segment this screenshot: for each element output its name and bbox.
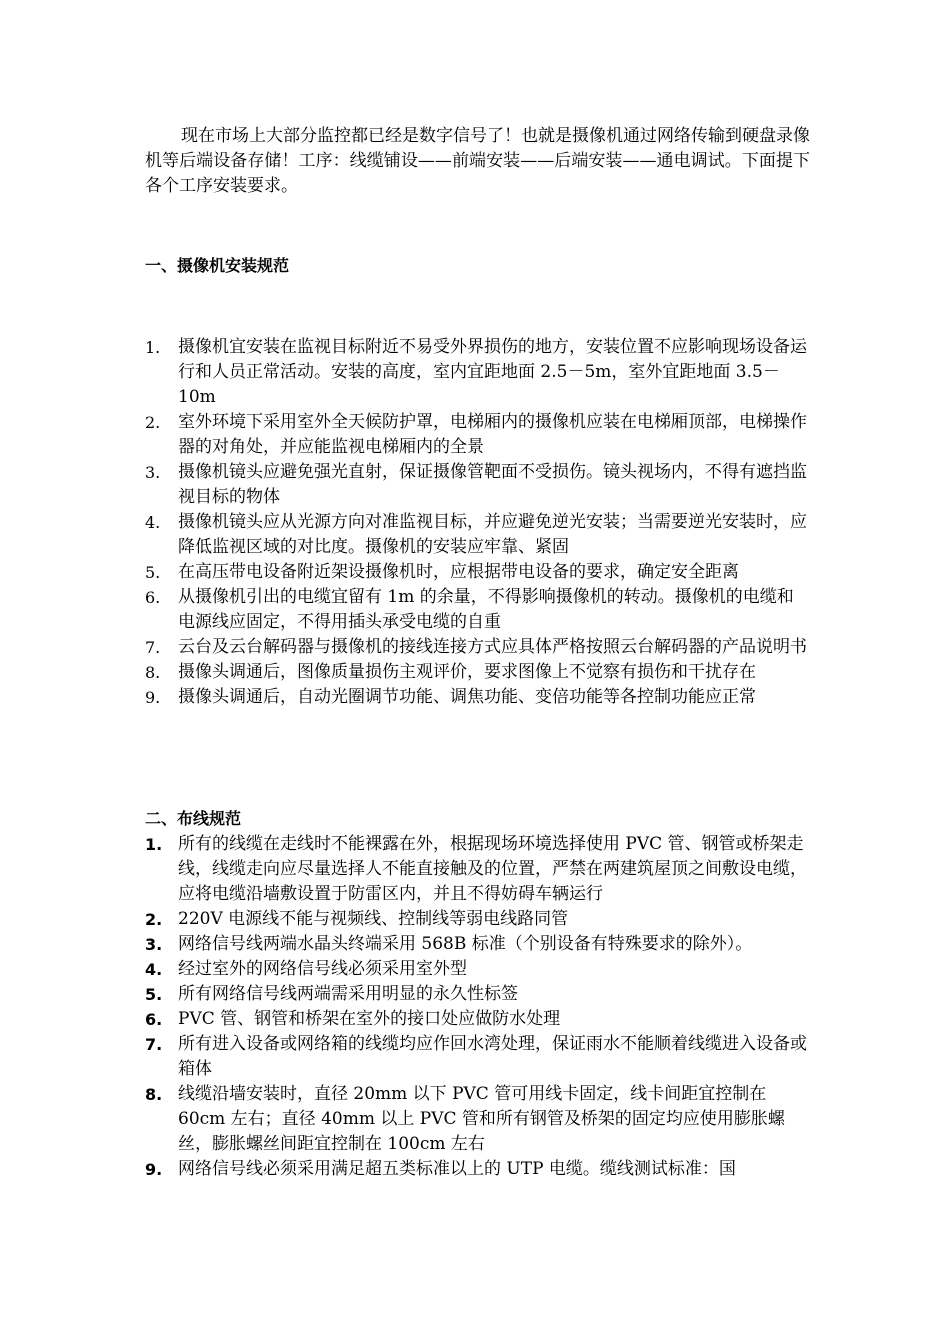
- list-item: [145, 460, 810, 510]
- list-item-text: PVC 管、钢管和桥架在室外的接口处应做防水处理: [178, 1009, 561, 1029]
- list-item-text: 所有的线缆在走线时不能裸露在外，根据现场环境选择使用 PVC 管、钢管或桥架走线，线缆走向应尽量选择人不能直接触及的位置，严禁在两建筑屋顶之间敷设电缆，应将电缆沿墙敷设置于防雷区内，并且不得妨碍车辆运行: [178, 834, 807, 904]
- section2-list: [145, 832, 810, 1182]
- section1-heading: 一、摄像机安装规范: [145, 256, 290, 275]
- list-item: [145, 410, 810, 460]
- list-item-text: 网络信号线必须采用满足超五类标准以上的 UTP 电缆。缆线测试标准：国: [178, 1159, 736, 1179]
- list-item-text: 所有进入设备或网络箱的线缆均应作回水湾处理，保证雨水不能顺着线缆进入设备或箱体: [178, 1034, 807, 1079]
- list-item-number: 9.: [145, 1160, 163, 1179]
- list-item-number: 3.: [145, 935, 163, 954]
- list-item: [145, 560, 810, 585]
- list-item-number: 8.: [145, 663, 161, 682]
- list-item: [145, 685, 810, 710]
- list-item: [145, 510, 810, 560]
- list-item-text: 线缆沿墙安装时，直径 20mm 以下 PVC 管可用线卡固定，线卡间距宜控制在 60cm 左右；直径 40mm 以上 PVC 管和所有钢管及桥架的固定均应使用膨胀螺丝，膨胀螺丝间距宜控制在 100cm 左右: [178, 1084, 785, 1154]
- list-item-number: 6.: [145, 1010, 163, 1029]
- section1-list: [145, 335, 810, 710]
- list-item: [145, 932, 810, 957]
- list-item: [145, 635, 810, 660]
- list-item-number: 2.: [145, 413, 161, 432]
- list-item-number: 4.: [145, 513, 161, 532]
- list-item-text: 在高压带电设备附近架设摄像机时，应根据带电设备的要求，确定安全距离: [178, 562, 739, 582]
- list-item-number: 2.: [145, 910, 163, 929]
- list-item-number: 9.: [145, 688, 161, 707]
- list-item-number: 1.: [145, 338, 161, 357]
- list-item-text: 摄像头调通后，自动光圈调节功能、调焦功能、变倍功能等各控制功能应正常: [178, 687, 756, 707]
- intro-paragraph: 现在市场上大部分监控都已经是数字信号了！也就是摄像机通过网络传输到硬盘录像机等后端设备存储！工序：线缆铺设——前端安装——后端安装——通电调试。下面提下各个工序安装要求。: [145, 126, 810, 196]
- list-item: [145, 1157, 810, 1182]
- list-item-number: 7.: [145, 638, 161, 657]
- list-item: [145, 957, 810, 982]
- list-item-text: 室外环境下采用室外全天候防护罩，电梯厢内的摄像机应装在电梯厢顶部，电梯操作器的对角处，并应能监视电梯厢内的全景: [178, 412, 807, 457]
- list-item-number: 3.: [145, 463, 161, 482]
- list-item: [145, 832, 810, 907]
- list-item: [145, 335, 810, 410]
- list-item-text: 所有网络信号线两端需采用明显的永久性标签: [178, 984, 518, 1004]
- list-item: [145, 1032, 810, 1082]
- list-item-text: 摄像机宜安装在监视目标附近不易受外界损伤的地方，安装位置不应影响现场设备运行和人员正常活动。安装的高度，室内宜距地面 2.5－5m，室外宜距地面 3.5－10m: [178, 337, 807, 407]
- list-item: [145, 585, 810, 635]
- list-item-text: 网络信号线两端水晶头终端采用 568B 标准（个别设备有特殊要求的除外）。: [178, 934, 753, 954]
- list-item-number: 6.: [145, 588, 161, 607]
- section2-heading: 二、布线规范: [145, 809, 242, 828]
- list-item: [145, 982, 810, 1007]
- list-item-number: 7.: [145, 1035, 163, 1054]
- list-item-text: 从摄像机引出的电缆宜留有 1m 的余量，不得影响摄像机的转动。摄像机的电缆和电源线应固定，不得用插头承受电缆的自重: [178, 587, 794, 632]
- list-item-number: 8.: [145, 1085, 163, 1104]
- list-item-number: 1.: [145, 835, 163, 854]
- list-item: [145, 1007, 810, 1032]
- list-item-text: 220V 电源线不能与视频线、控制线等弱电线路同管: [178, 909, 569, 929]
- list-item-number: 5.: [145, 985, 163, 1004]
- list-item: [145, 660, 810, 685]
- list-item-text: 摄像机镜头应从光源方向对准监视目标，并应避免逆光安装；当需要逆光安装时，应降低监视区域的对比度。摄像机的安装应牢靠、紧固: [178, 512, 807, 557]
- list-item-text: 经过室外的网络信号线必须采用室外型: [178, 959, 467, 979]
- list-item-text: 云台及云台解码器与摄像机的接线连接方式应具体严格按照云台解码器的产品说明书: [178, 637, 807, 657]
- list-item: [145, 907, 810, 932]
- list-item-number: 4.: [145, 960, 163, 979]
- list-item: [145, 1082, 810, 1157]
- list-item-number: 5.: [145, 563, 161, 582]
- list-item-text: 摄像机镜头应避免强光直射，保证摄像管靶面不受损伤。镜头视场内，不得有遮挡监视目标的物体: [178, 462, 807, 507]
- list-item-text: 摄像头调通后，图像质量损伤主观评价，要求图像上不觉察有损伤和干扰存在: [178, 662, 756, 682]
